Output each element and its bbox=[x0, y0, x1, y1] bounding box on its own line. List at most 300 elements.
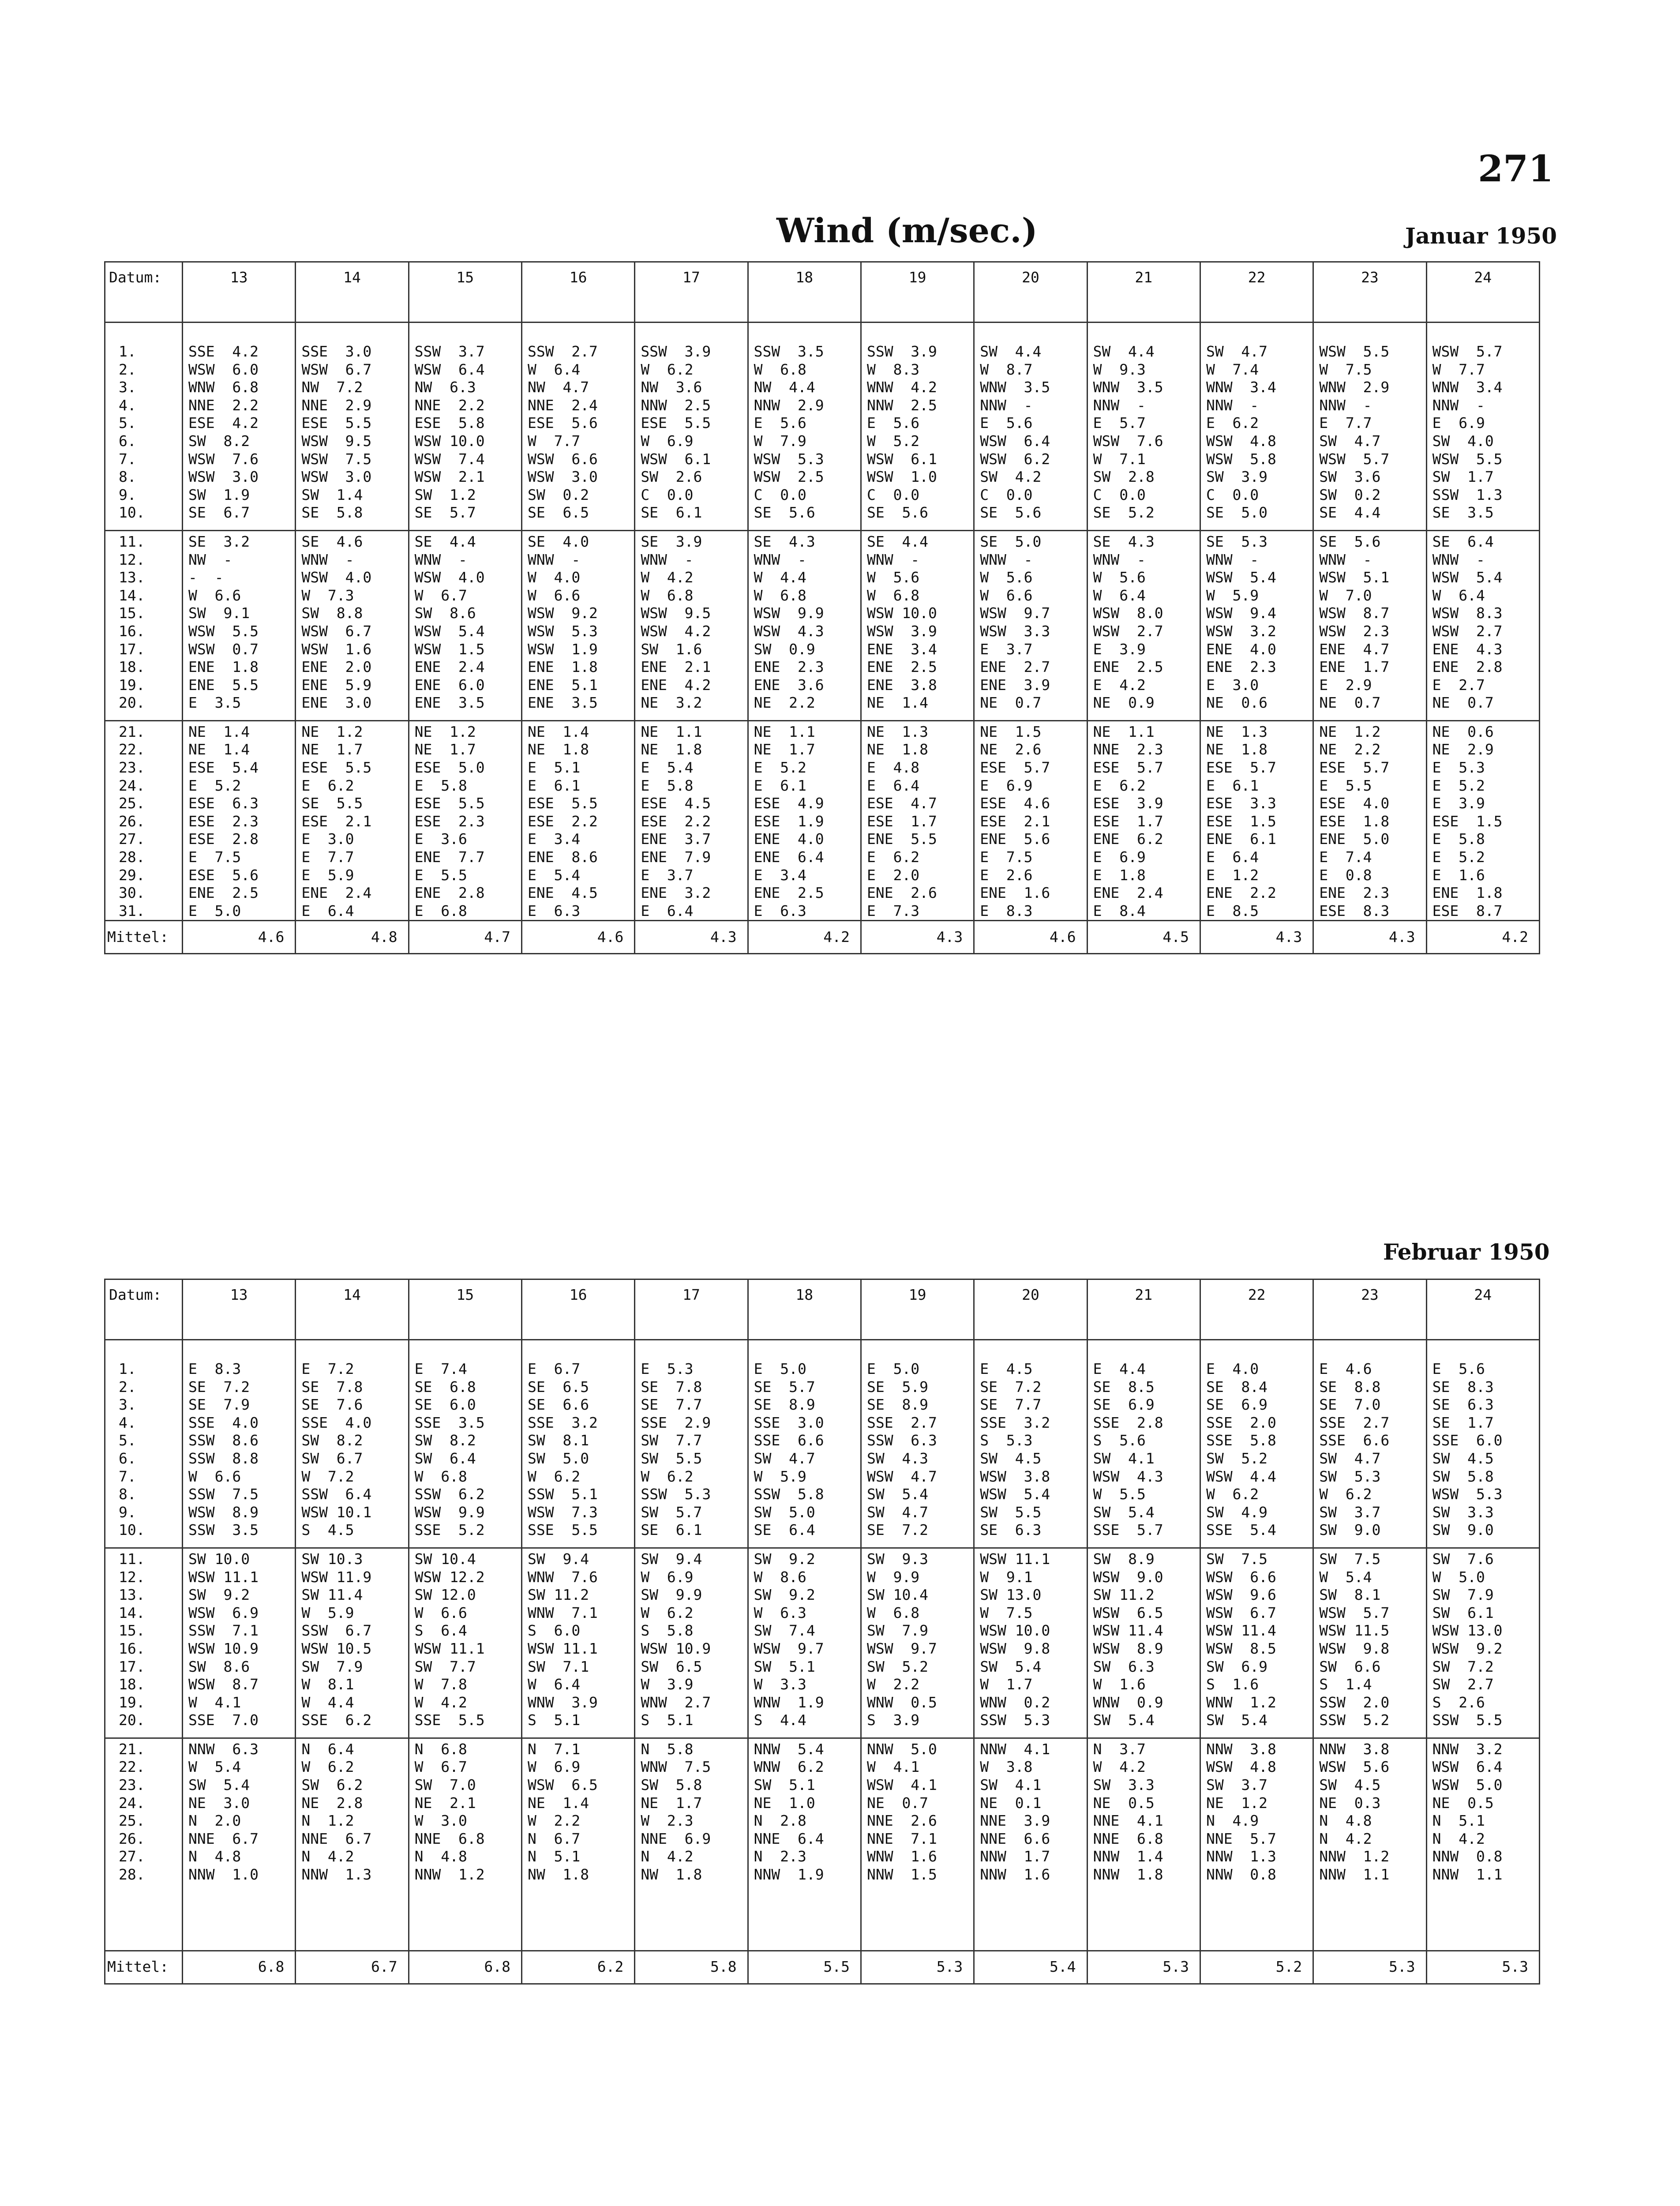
wind-cell: SW 7.5 bbox=[1200, 1548, 1313, 1568]
wind-cell: WSW 5.4 bbox=[409, 623, 521, 641]
wind-cell: W 2.3 bbox=[635, 1812, 748, 1830]
page-number: 271 bbox=[1478, 148, 1554, 190]
wind-cell: SE 7.2 bbox=[974, 1378, 1087, 1396]
wind-cell: SE 6.8 bbox=[409, 1378, 521, 1396]
hour-header: 23 bbox=[1313, 1279, 1426, 1340]
table-row bbox=[105, 504, 1540, 522]
hour-header: 24 bbox=[1426, 262, 1539, 323]
wind-cell: ESE 1.5 bbox=[1426, 813, 1539, 831]
wind-cell: SE 7.0 bbox=[1313, 1396, 1426, 1414]
wind-cell: SE 5.7 bbox=[409, 504, 521, 522]
day-label: 9. bbox=[105, 486, 183, 504]
wind-cell: SW 5.4 bbox=[974, 1658, 1087, 1676]
wind-cell: SW 2.6 bbox=[635, 468, 748, 486]
table-row bbox=[105, 676, 1540, 694]
table-row bbox=[105, 884, 1540, 902]
wind-cell: ENE 2.3 bbox=[1200, 658, 1313, 676]
wind-cell: SE 5.3 bbox=[1200, 530, 1313, 551]
wind-cell: SE 6.9 bbox=[1200, 1396, 1313, 1414]
wind-cell: NNW 3.8 bbox=[1313, 1738, 1426, 1758]
wind-cell: WNW - bbox=[1313, 551, 1426, 569]
wind-cell: WSW 1.6 bbox=[296, 641, 409, 659]
wind-cell: SE 7.9 bbox=[183, 1396, 296, 1414]
wind-cell: E 5.5 bbox=[409, 867, 521, 885]
wind-cell: E 5.6 bbox=[1426, 1360, 1539, 1378]
wind-cell: E 7.5 bbox=[974, 848, 1087, 867]
wind-cell: SW 0.2 bbox=[1313, 486, 1426, 504]
wind-cell: NNW 1.6 bbox=[974, 1866, 1087, 1884]
wind-cell: NE 0.6 bbox=[1426, 720, 1539, 741]
day-label: 28. bbox=[105, 848, 183, 867]
wind-cell: SW 9.2 bbox=[183, 1586, 296, 1604]
wind-cell: SW 1.9 bbox=[183, 486, 296, 504]
wind-cell: WSW 8.7 bbox=[183, 1676, 296, 1694]
wind-cell: NE 2.2 bbox=[748, 694, 861, 712]
wind-cell: WSW 3.3 bbox=[974, 623, 1087, 641]
wind-cell: SE 7.8 bbox=[635, 1378, 748, 1396]
wind-cell: SW 3.3 bbox=[1426, 1504, 1539, 1522]
mittel-value: 4.8 bbox=[296, 921, 409, 954]
wind-cell: WSW 6.7 bbox=[296, 623, 409, 641]
wind-cell: NW 4.7 bbox=[521, 379, 634, 397]
wind-cell: ENE 3.9 bbox=[974, 676, 1087, 694]
wind-cell: NNE 6.8 bbox=[1087, 1830, 1200, 1848]
wind-cell: NW 1.8 bbox=[521, 1866, 634, 1884]
wind-cell: N 4.9 bbox=[1200, 1812, 1313, 1830]
mittel-value: 4.2 bbox=[748, 921, 861, 954]
wind-cell: WSW 11.1 bbox=[521, 1640, 634, 1658]
wind-cell: E 7.7 bbox=[296, 848, 409, 867]
table-row bbox=[105, 830, 1540, 848]
wind-cell: W 8.7 bbox=[974, 361, 1087, 379]
wind-cell: E 6.9 bbox=[1426, 414, 1539, 432]
wind-cell: ESE 5.5 bbox=[296, 759, 409, 777]
wind-cell: NNW 0.8 bbox=[1426, 1848, 1539, 1866]
wind-cell: SW 4.9 bbox=[1200, 1504, 1313, 1522]
wind-cell: NE 1.1 bbox=[635, 720, 748, 741]
day-label: 5. bbox=[105, 1432, 183, 1450]
wind-cell: SE 7.7 bbox=[974, 1396, 1087, 1414]
mittel-value: 6.8 bbox=[183, 1951, 296, 1984]
table-row bbox=[105, 1432, 1540, 1450]
mittel-value: 5.8 bbox=[635, 1951, 748, 1984]
wind-cell: WNW - bbox=[748, 551, 861, 569]
wind-cell: N 4.8 bbox=[183, 1848, 296, 1866]
table-row bbox=[105, 867, 1540, 885]
wind-cell: WNW - bbox=[296, 551, 409, 569]
wind-cell: ENE 2.3 bbox=[748, 658, 861, 676]
wind-cell: NE 1.2 bbox=[1313, 720, 1426, 741]
wind-cell: SSE 2.7 bbox=[861, 1414, 974, 1432]
day-label: 1. bbox=[105, 1360, 183, 1378]
wind-cell: NNE 6.4 bbox=[748, 1830, 861, 1848]
day-label: 28. bbox=[105, 1866, 183, 1884]
wind-cell: WSW 5.4 bbox=[1426, 569, 1539, 587]
wind-cell: ENE 4.2 bbox=[635, 676, 748, 694]
wind-cell: ESE 2.1 bbox=[974, 813, 1087, 831]
wind-cell: ESE 4.9 bbox=[748, 795, 861, 813]
wind-cell: NNE 6.8 bbox=[409, 1830, 521, 1848]
wind-cell: SE 8.3 bbox=[1426, 1378, 1539, 1396]
wind-cell: WSW 5.7 bbox=[1426, 343, 1539, 361]
wind-cell: SW 5.8 bbox=[1426, 1468, 1539, 1486]
wind-cell: W 6.8 bbox=[748, 361, 861, 379]
wind-cell: WSW 4.7 bbox=[861, 1468, 974, 1486]
wind-cell: WSW 7.3 bbox=[521, 1504, 634, 1522]
wind-cell: SE 4.4 bbox=[861, 530, 974, 551]
wind-cell: ESE 2.1 bbox=[296, 813, 409, 831]
wind-cell: E 6.2 bbox=[1200, 414, 1313, 432]
wind-cell: ESE 5.7 bbox=[1087, 759, 1200, 777]
table-row bbox=[105, 1794, 1540, 1812]
wind-cell: NE 1.7 bbox=[409, 741, 521, 759]
wind-cell: WSW 9.7 bbox=[748, 1640, 861, 1658]
wind-cell: WSW 3.2 bbox=[1200, 623, 1313, 641]
wind-cell: SSW 3.7 bbox=[409, 343, 521, 361]
day-label: 27. bbox=[105, 1848, 183, 1866]
wind-cell: W 6.2 bbox=[521, 1468, 634, 1486]
wind-cell: N 7.1 bbox=[521, 1738, 634, 1758]
wind-cell: NNW 1.8 bbox=[1087, 1866, 1200, 1884]
wind-cell: SW 5.4 bbox=[1200, 1711, 1313, 1730]
wind-cell: ESE 2.2 bbox=[521, 813, 634, 831]
wind-cell: NE 1.8 bbox=[1200, 741, 1313, 759]
day-label: 19. bbox=[105, 676, 183, 694]
wind-cell: SE 5.9 bbox=[861, 1378, 974, 1396]
wind-cell: SW 4.4 bbox=[1087, 343, 1200, 361]
hour-header: 19 bbox=[861, 1279, 974, 1340]
wind-cell: E 6.3 bbox=[748, 902, 861, 921]
wind-cell: WSW 5.7 bbox=[1313, 1604, 1426, 1622]
wind-cell: NNW - bbox=[974, 397, 1087, 415]
table-row bbox=[105, 694, 1540, 712]
wind-cell: ENE 5.6 bbox=[974, 830, 1087, 848]
wind-cell: SW 5.3 bbox=[1313, 1468, 1426, 1486]
wind-cell: N 5.1 bbox=[1426, 1812, 1539, 1830]
wind-cell: WSW 4.4 bbox=[1200, 1468, 1313, 1486]
wind-cell: W 5.5 bbox=[1087, 1486, 1200, 1504]
day-label: 27. bbox=[105, 830, 183, 848]
table-row bbox=[105, 530, 1540, 551]
mittel-value: 4.7 bbox=[409, 921, 521, 954]
wind-cell: WSW 9.9 bbox=[409, 1504, 521, 1522]
wind-cell: SW 7.5 bbox=[1313, 1548, 1426, 1568]
day-label: 26. bbox=[105, 1830, 183, 1848]
wind-cell: SW 8.2 bbox=[183, 432, 296, 450]
wind-cell: W 3.3 bbox=[748, 1676, 861, 1694]
wind-cell: SW 7.7 bbox=[409, 1658, 521, 1676]
wind-cell: NE 2.1 bbox=[409, 1794, 521, 1812]
wind-cell: C 0.0 bbox=[635, 486, 748, 504]
wind-cell: W 6.6 bbox=[409, 1604, 521, 1622]
wind-cell: SSW 8.6 bbox=[183, 1432, 296, 1450]
wind-cell: WSW 0.7 bbox=[183, 641, 296, 659]
wind-cell: W 5.9 bbox=[1200, 587, 1313, 605]
day-label: 4. bbox=[105, 397, 183, 415]
wind-cell: E 3.0 bbox=[296, 830, 409, 848]
wind-cell: W 4.4 bbox=[296, 1694, 409, 1712]
wind-cell: SE 5.5 bbox=[296, 795, 409, 813]
wind-cell: SE 5.6 bbox=[861, 504, 974, 522]
wind-cell: NNW 5.0 bbox=[861, 1738, 974, 1758]
wind-cell: SSE 2.0 bbox=[1200, 1414, 1313, 1432]
wind-cell: NNW - bbox=[1087, 397, 1200, 415]
datum-header: Datum: bbox=[105, 262, 183, 323]
wind-cell: E 8.4 bbox=[1087, 902, 1200, 921]
table-row bbox=[105, 1504, 1540, 1522]
wind-cell: SSW 2.7 bbox=[521, 343, 634, 361]
wind-cell: WSW 3.9 bbox=[861, 623, 974, 641]
wind-cell: N 4.2 bbox=[635, 1848, 748, 1866]
day-label: 4. bbox=[105, 1414, 183, 1432]
day-label: 21. bbox=[105, 720, 183, 741]
wind-cell: WSW 9.7 bbox=[861, 1640, 974, 1658]
header-row bbox=[105, 262, 1540, 323]
mittel-value: 5.3 bbox=[1313, 1951, 1426, 1984]
day-label: 14. bbox=[105, 1604, 183, 1622]
wind-cell: W 8.6 bbox=[748, 1568, 861, 1587]
wind-cell: E 5.8 bbox=[635, 777, 748, 795]
wind-cell: E 6.9 bbox=[974, 777, 1087, 795]
wind-cell: SE 5.6 bbox=[1313, 530, 1426, 551]
wind-cell: SW 7.7 bbox=[635, 1432, 748, 1450]
wind-cell: NE 0.3 bbox=[1313, 1794, 1426, 1812]
wind-cell: W 4.2 bbox=[409, 1694, 521, 1712]
wind-cell: NNW 2.9 bbox=[748, 397, 861, 415]
wind-cell: C 0.0 bbox=[861, 486, 974, 504]
wind-cell: SSE 6.0 bbox=[1426, 1432, 1539, 1450]
wind-cell: NNW 1.1 bbox=[1426, 1866, 1539, 1884]
wind-cell: NNW - bbox=[1426, 397, 1539, 415]
day-label: 8. bbox=[105, 1486, 183, 1504]
wind-cell: SW 7.9 bbox=[861, 1622, 974, 1640]
day-label: 31. bbox=[105, 902, 183, 921]
wind-cell: SE 4.4 bbox=[1313, 504, 1426, 522]
day-label: 17. bbox=[105, 641, 183, 659]
wind-cell: WSW 6.4 bbox=[409, 361, 521, 379]
wind-cell: W 6.9 bbox=[521, 1758, 634, 1776]
wind-cell: SW 8.6 bbox=[183, 1658, 296, 1676]
wind-cell: SW 8.9 bbox=[1087, 1548, 1200, 1568]
wind-cell: WSW 1.0 bbox=[861, 468, 974, 486]
wind-cell: WSW 6.7 bbox=[296, 361, 409, 379]
wind-cell: ENE 2.3 bbox=[1313, 884, 1426, 902]
wind-cell: WSW 13.0 bbox=[1426, 1622, 1539, 1640]
wind-cell: W 6.4 bbox=[1426, 587, 1539, 605]
wind-cell: ENE 2.8 bbox=[1426, 658, 1539, 676]
wind-cell: SE 4.4 bbox=[409, 530, 521, 551]
table-row bbox=[105, 1622, 1540, 1640]
wind-cell: C 0.0 bbox=[974, 486, 1087, 504]
wind-cell: ENE 2.5 bbox=[861, 658, 974, 676]
wind-cell: NE 1.4 bbox=[521, 720, 634, 741]
wind-cell: SW 4.7 bbox=[1313, 432, 1426, 450]
wind-cell: S 6.0 bbox=[521, 1622, 634, 1640]
wind-cell: ESE 8.3 bbox=[1313, 902, 1426, 921]
wind-cell: SE 6.6 bbox=[521, 1396, 634, 1414]
wind-cell: NNW 1.3 bbox=[1200, 1848, 1313, 1866]
wind-cell: SE 6.1 bbox=[635, 504, 748, 522]
wind-cell: E 4.6 bbox=[1313, 1360, 1426, 1378]
wind-cell: ESE 4.5 bbox=[635, 795, 748, 813]
wind-cell: WSW 4.3 bbox=[1087, 1468, 1200, 1486]
wind-cell: WSW 10.5 bbox=[296, 1640, 409, 1658]
wind-cell: NE 1.8 bbox=[635, 741, 748, 759]
table-row bbox=[105, 587, 1540, 605]
wind-cell: E 5.9 bbox=[296, 867, 409, 885]
wind-cell: SW 5.0 bbox=[748, 1504, 861, 1522]
wind-cell: SSW 6.7 bbox=[296, 1622, 409, 1640]
mittel-value: 4.3 bbox=[861, 921, 974, 954]
wind-cell: SSE 5.8 bbox=[1200, 1432, 1313, 1450]
wind-cell: NE 1.2 bbox=[409, 720, 521, 741]
day-label: 10. bbox=[105, 1521, 183, 1539]
wind-cell: SW 10.0 bbox=[183, 1548, 296, 1568]
wind-cell: WSW 10.0 bbox=[974, 1622, 1087, 1640]
table-row bbox=[105, 848, 1540, 867]
table-row bbox=[105, 623, 1540, 641]
wind-cell: WSW 9.8 bbox=[974, 1640, 1087, 1658]
wind-cell: WSW 9.0 bbox=[1087, 1568, 1200, 1587]
table-row bbox=[105, 1812, 1540, 1830]
mittel-value: 4.6 bbox=[183, 921, 296, 954]
mittel-value: 4.6 bbox=[974, 921, 1087, 954]
day-label: 20. bbox=[105, 694, 183, 712]
table-row bbox=[105, 1658, 1540, 1676]
wind-cell: ENE 3.5 bbox=[409, 694, 521, 712]
wind-cell: E 1.6 bbox=[1426, 867, 1539, 885]
wind-cell: W 7.5 bbox=[1313, 361, 1426, 379]
wind-cell: WNW - bbox=[861, 551, 974, 569]
wind-cell: NNW 3.8 bbox=[1200, 1738, 1313, 1758]
wind-cell: WSW 7.4 bbox=[409, 450, 521, 469]
wind-cell: ENE 4.0 bbox=[748, 830, 861, 848]
wind-cell: W 6.2 bbox=[1313, 1486, 1426, 1504]
wind-cell: E 3.9 bbox=[1087, 641, 1200, 659]
wind-cell: WSW 4.2 bbox=[635, 623, 748, 641]
day-label: 11. bbox=[105, 530, 183, 551]
mittel-row bbox=[105, 1951, 1540, 1984]
wind-cell: ESE 2.3 bbox=[409, 813, 521, 831]
wind-cell: WSW 9.2 bbox=[521, 604, 634, 623]
day-label: 11. bbox=[105, 1548, 183, 1568]
wind-cell: ENE 8.6 bbox=[521, 848, 634, 867]
wind-cell: W 6.4 bbox=[521, 1676, 634, 1694]
wind-cell: ESE 5.5 bbox=[296, 414, 409, 432]
hour-header: 17 bbox=[635, 1279, 748, 1340]
wind-cell: E 3.4 bbox=[748, 867, 861, 885]
wind-cell: WSW 11.1 bbox=[409, 1640, 521, 1658]
wind-cell: SE 5.7 bbox=[748, 1378, 861, 1396]
day-label: 19. bbox=[105, 1694, 183, 1712]
wind-cell: SW 7.0 bbox=[409, 1776, 521, 1794]
wind-cell: SSE 3.0 bbox=[748, 1414, 861, 1432]
wind-cell: WSW 6.4 bbox=[1426, 1758, 1539, 1776]
wind-cell: ESE 1.9 bbox=[748, 813, 861, 831]
wind-cell: N 2.3 bbox=[748, 1848, 861, 1866]
hour-header: 24 bbox=[1426, 1279, 1539, 1340]
wind-cell: ENE 3.6 bbox=[748, 676, 861, 694]
wind-cell: SW 5.2 bbox=[1200, 1450, 1313, 1468]
wind-cell: WNW 0.5 bbox=[861, 1694, 974, 1712]
mittel-row bbox=[105, 921, 1540, 954]
wind-cell: SSW 5.5 bbox=[1426, 1711, 1539, 1730]
wind-cell: E 5.2 bbox=[183, 777, 296, 795]
wind-cell: SW 7.9 bbox=[296, 1658, 409, 1676]
day-label: 25. bbox=[105, 1812, 183, 1830]
wind-cell: NE 1.4 bbox=[183, 720, 296, 741]
wind-cell: ESE 5.7 bbox=[974, 759, 1087, 777]
wind-cell: WSW 4.1 bbox=[861, 1776, 974, 1794]
wind-cell: SSE 6.6 bbox=[748, 1432, 861, 1450]
wind-cell: S 4.5 bbox=[296, 1521, 409, 1539]
wind-cell: C 0.0 bbox=[1200, 486, 1313, 504]
page-title: Wind (m/sec.) bbox=[776, 211, 1038, 250]
wind-cell: WSW 2.7 bbox=[1087, 623, 1200, 641]
wind-cell: NNW 3.2 bbox=[1426, 1738, 1539, 1758]
mittel-value: 5.5 bbox=[748, 1951, 861, 1984]
wind-cell: NNW 1.9 bbox=[748, 1866, 861, 1884]
wind-cell: NNW 1.2 bbox=[1313, 1848, 1426, 1866]
wind-cell: C 0.0 bbox=[1087, 486, 1200, 504]
wind-cell: E 3.6 bbox=[409, 830, 521, 848]
wind-cell: WNW 0.9 bbox=[1087, 1694, 1200, 1712]
wind-cell: E 8.3 bbox=[974, 902, 1087, 921]
wind-cell: SW 4.3 bbox=[861, 1450, 974, 1468]
wind-cell: W 2.2 bbox=[861, 1676, 974, 1694]
wind-cell: NE 0.7 bbox=[1426, 694, 1539, 712]
wind-cell: SSW 5.2 bbox=[1313, 1711, 1426, 1730]
table-row bbox=[105, 569, 1540, 587]
day-label: 9. bbox=[105, 1504, 183, 1522]
wind-cell: NE 0.7 bbox=[1313, 694, 1426, 712]
day-label: 18. bbox=[105, 658, 183, 676]
wind-cell: WNW 6.2 bbox=[748, 1758, 861, 1776]
wind-cell: SW 5.1 bbox=[748, 1658, 861, 1676]
day-label: 13. bbox=[105, 569, 183, 587]
wind-cell: WSW 4.8 bbox=[1200, 432, 1313, 450]
wind-cell: SW 10.3 bbox=[296, 1548, 409, 1568]
wind-cell: SW 7.2 bbox=[1426, 1658, 1539, 1676]
table-row bbox=[105, 397, 1540, 415]
wind-cell: SW 6.1 bbox=[1426, 1604, 1539, 1622]
wind-cell: W 5.4 bbox=[183, 1758, 296, 1776]
wind-cell: WSW 7.6 bbox=[183, 450, 296, 469]
wind-cell: WSW 2.5 bbox=[748, 468, 861, 486]
wind-cell: NW 1.8 bbox=[635, 1866, 748, 1884]
wind-cell: NE 0.7 bbox=[974, 694, 1087, 712]
wind-cell: SE 1.7 bbox=[1426, 1414, 1539, 1432]
wind-cell: WSW 9.7 bbox=[974, 604, 1087, 623]
hour-header: 20 bbox=[974, 1279, 1087, 1340]
wind-cell: N 3.7 bbox=[1087, 1738, 1200, 1758]
wind-cell: NE 0.5 bbox=[1426, 1794, 1539, 1812]
wind-cell: N 2.0 bbox=[183, 1812, 296, 1830]
wind-cell: WSW 5.8 bbox=[1200, 450, 1313, 469]
wind-cell: ENE 2.2 bbox=[1200, 884, 1313, 902]
wind-cell: WSW 8.0 bbox=[1087, 604, 1200, 623]
day-label: 6. bbox=[105, 1450, 183, 1468]
wind-cell: E 5.7 bbox=[1087, 414, 1200, 432]
table-row bbox=[105, 1486, 1540, 1504]
day-label: 3. bbox=[105, 1396, 183, 1414]
day-label: 15. bbox=[105, 1622, 183, 1640]
day-label: 22. bbox=[105, 741, 183, 759]
wind-cell: SW 7.1 bbox=[521, 1658, 634, 1676]
hour-header: 15 bbox=[409, 262, 521, 323]
wind-cell: NW 3.6 bbox=[635, 379, 748, 397]
month-heading-februar: Februar 1950 bbox=[1383, 1239, 1550, 1265]
